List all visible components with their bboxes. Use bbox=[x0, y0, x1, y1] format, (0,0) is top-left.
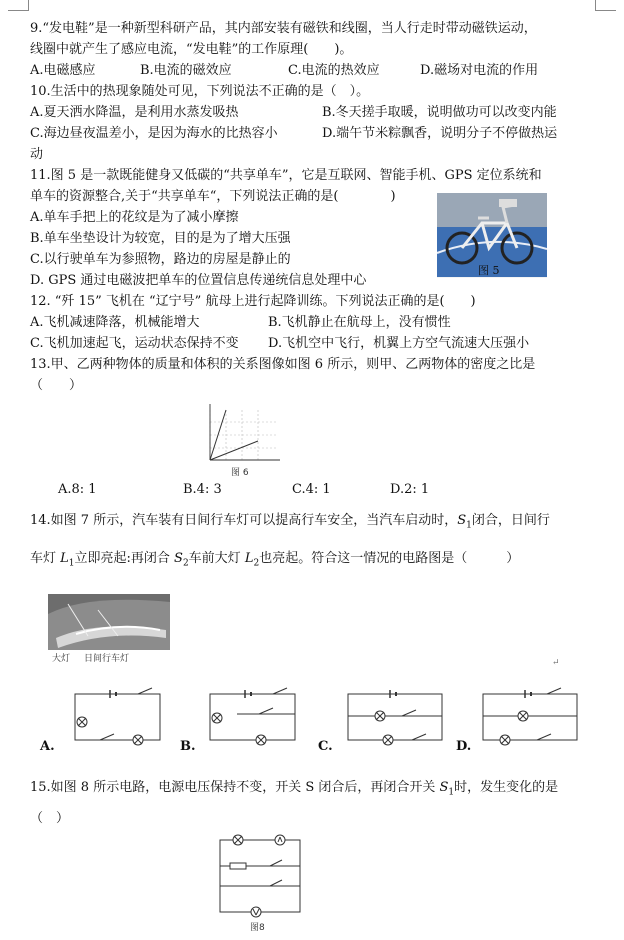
q15-line1 bbox=[30, 779, 558, 802]
figure5-caption: 图 5 bbox=[478, 264, 500, 277]
q10-stem: 10.生活中的热现象随处可见，下列说法不正确的是（ ）。 bbox=[30, 84, 370, 99]
q13-option-b: B.4: 3 bbox=[183, 482, 222, 497]
symbol-s2-subscript: 2 bbox=[182, 558, 189, 569]
q11-option-c: C.以行驶单车为参照物，路边的房屋是静止的 bbox=[30, 252, 291, 267]
q15-line1-text-end: 时，发生变化的是 bbox=[454, 780, 559, 795]
q15-line2: （ ） bbox=[30, 811, 70, 826]
q12-option-a: A.飞机减速降落，机械能增大 bbox=[30, 315, 200, 330]
q9-option-b: B.电流的磁效应 bbox=[140, 63, 232, 78]
q10-option-c: C.海边昼夜温差小，是因为海水的比热容小 bbox=[30, 126, 278, 141]
q9-option-d: D.磁场对电流的作用 bbox=[420, 63, 539, 78]
symbol-l2: L bbox=[244, 551, 254, 566]
q9-line2: 线圈中就产生了感应电流，“发电鞋”的工作原理( )。 bbox=[30, 42, 353, 57]
q13-option-c: C.4: 1 bbox=[292, 482, 331, 497]
q13-line2: （ ） bbox=[30, 378, 83, 393]
page-corner-mark-left bbox=[8, 0, 29, 11]
circuit-c bbox=[340, 684, 450, 750]
q10-option-d: D.端午节米粽飘香，说明分子不停做热运 bbox=[322, 126, 558, 141]
q9-option-a: A.电磁感应 bbox=[30, 63, 96, 78]
figure6-caption: 图 6 bbox=[231, 468, 249, 478]
q11-line1: 11.图 5 是一款既能健身又低碳的“共享单车”，它是互联网、智能手机、GPS 定位系统和 bbox=[30, 168, 542, 183]
figure6-mass-volume-graph bbox=[196, 396, 292, 476]
circuit-a bbox=[60, 684, 170, 750]
q10-option-d-continued: 动 bbox=[30, 147, 44, 162]
page-corner-mark-right bbox=[595, 0, 616, 11]
circuit-c-label: C. bbox=[318, 739, 333, 754]
q13-option-d: D.2: 1 bbox=[390, 482, 430, 497]
q11-line2: 单车的资源整合,关于“共享单车“，下列说法正确的是( ) bbox=[30, 189, 396, 204]
q14-line1-text: 14.如图 7 所示，汽车装有日间行车灯可以提高行车安全，当汽车启动时， bbox=[30, 513, 458, 528]
symbol-s1-subscript: 1 bbox=[466, 520, 472, 531]
q14-line1-text-end: 闭合，日间行 bbox=[471, 513, 550, 528]
q10-option-a: A.夏天洒水降温，是利用水蒸发吸热 bbox=[30, 105, 239, 120]
symbol-s1: S bbox=[439, 780, 449, 795]
q11-option-a: A.单车手把上的花纹是为了减小摩擦 bbox=[30, 210, 239, 225]
q14-line1 bbox=[30, 512, 550, 535]
q9-line1: 9.“发电鞋”是一种新型科研产品，其内部安装有磁铁和线圈，当人行走时带动磁铁运动， bbox=[30, 21, 537, 36]
symbol-s1: S bbox=[457, 513, 467, 528]
return-mark: ↵ bbox=[552, 658, 560, 668]
figure8-circuit bbox=[212, 832, 312, 928]
symbol-l1: L bbox=[60, 551, 69, 566]
symbol-s2: S bbox=[174, 551, 183, 566]
q11-option-d: D. GPS 通过电磁波把单车的位置信息传递统信息处理中心 bbox=[30, 273, 367, 288]
q9-option-c: C.电流的热效应 bbox=[288, 63, 380, 78]
figure7-car-headlight-photo bbox=[48, 594, 170, 650]
q12-stem: 12. “歼 15” 飞机在 “辽宁号” 航母上进行起降训练。下列说法正确的是( ) bbox=[30, 294, 476, 309]
q13-line1: 13.甲、乙两种物体的质量和体积的关系图像如图 6 所示，则甲、乙两物体的密度之比是 bbox=[30, 357, 536, 372]
q14-line2-text-headlight: 车前大灯 bbox=[188, 551, 245, 566]
q13-option-a: A.8: 1 bbox=[58, 482, 97, 497]
figure8-caption: 图8 bbox=[250, 923, 265, 933]
q14-line2-text-end: 也亮起。符合这一情况的电路图是（ ） bbox=[259, 551, 520, 566]
symbol-l2-subscript: 2 bbox=[253, 558, 260, 569]
q12-option-d: D.飞机空中飞行，机翼上方空气流速大压强小 bbox=[268, 336, 530, 351]
symbol-s1-subscript: 1 bbox=[448, 787, 455, 798]
q10-option-b: B.冬天搓手取暖，说明做功可以改变内能 bbox=[322, 105, 557, 120]
figure7-label-headlight: 大灯 bbox=[52, 654, 71, 664]
q12-option-c: C.飞机加速起飞，运动状态保持不变 bbox=[30, 336, 239, 351]
circuit-d bbox=[475, 684, 585, 750]
figure7-label-daytime-light: 日间行车灯 bbox=[84, 654, 130, 664]
q14-line2-text-mid: 立即亮起:再闭合 bbox=[74, 551, 175, 566]
q14-line2 bbox=[30, 550, 519, 573]
q14-line2-text: 车灯 bbox=[30, 551, 61, 566]
q11-option-b: B.单车坐垫设计为较宽，目的是为了增大压强 bbox=[30, 231, 291, 246]
q15-line1-text: 15.如图 8 所示电路，电源电压保持不变，开关 S 闭合后，再闭合开关 bbox=[30, 780, 440, 795]
q12-option-b: B.飞机静止在航母上，没有惯性 bbox=[268, 315, 451, 330]
circuit-a-label: A. bbox=[40, 739, 55, 754]
circuit-b bbox=[195, 684, 305, 750]
circuit-b-label: B. bbox=[180, 739, 196, 754]
symbol-l1-subscript: 1 bbox=[68, 558, 75, 569]
circuit-d-label: D. bbox=[456, 739, 472, 754]
